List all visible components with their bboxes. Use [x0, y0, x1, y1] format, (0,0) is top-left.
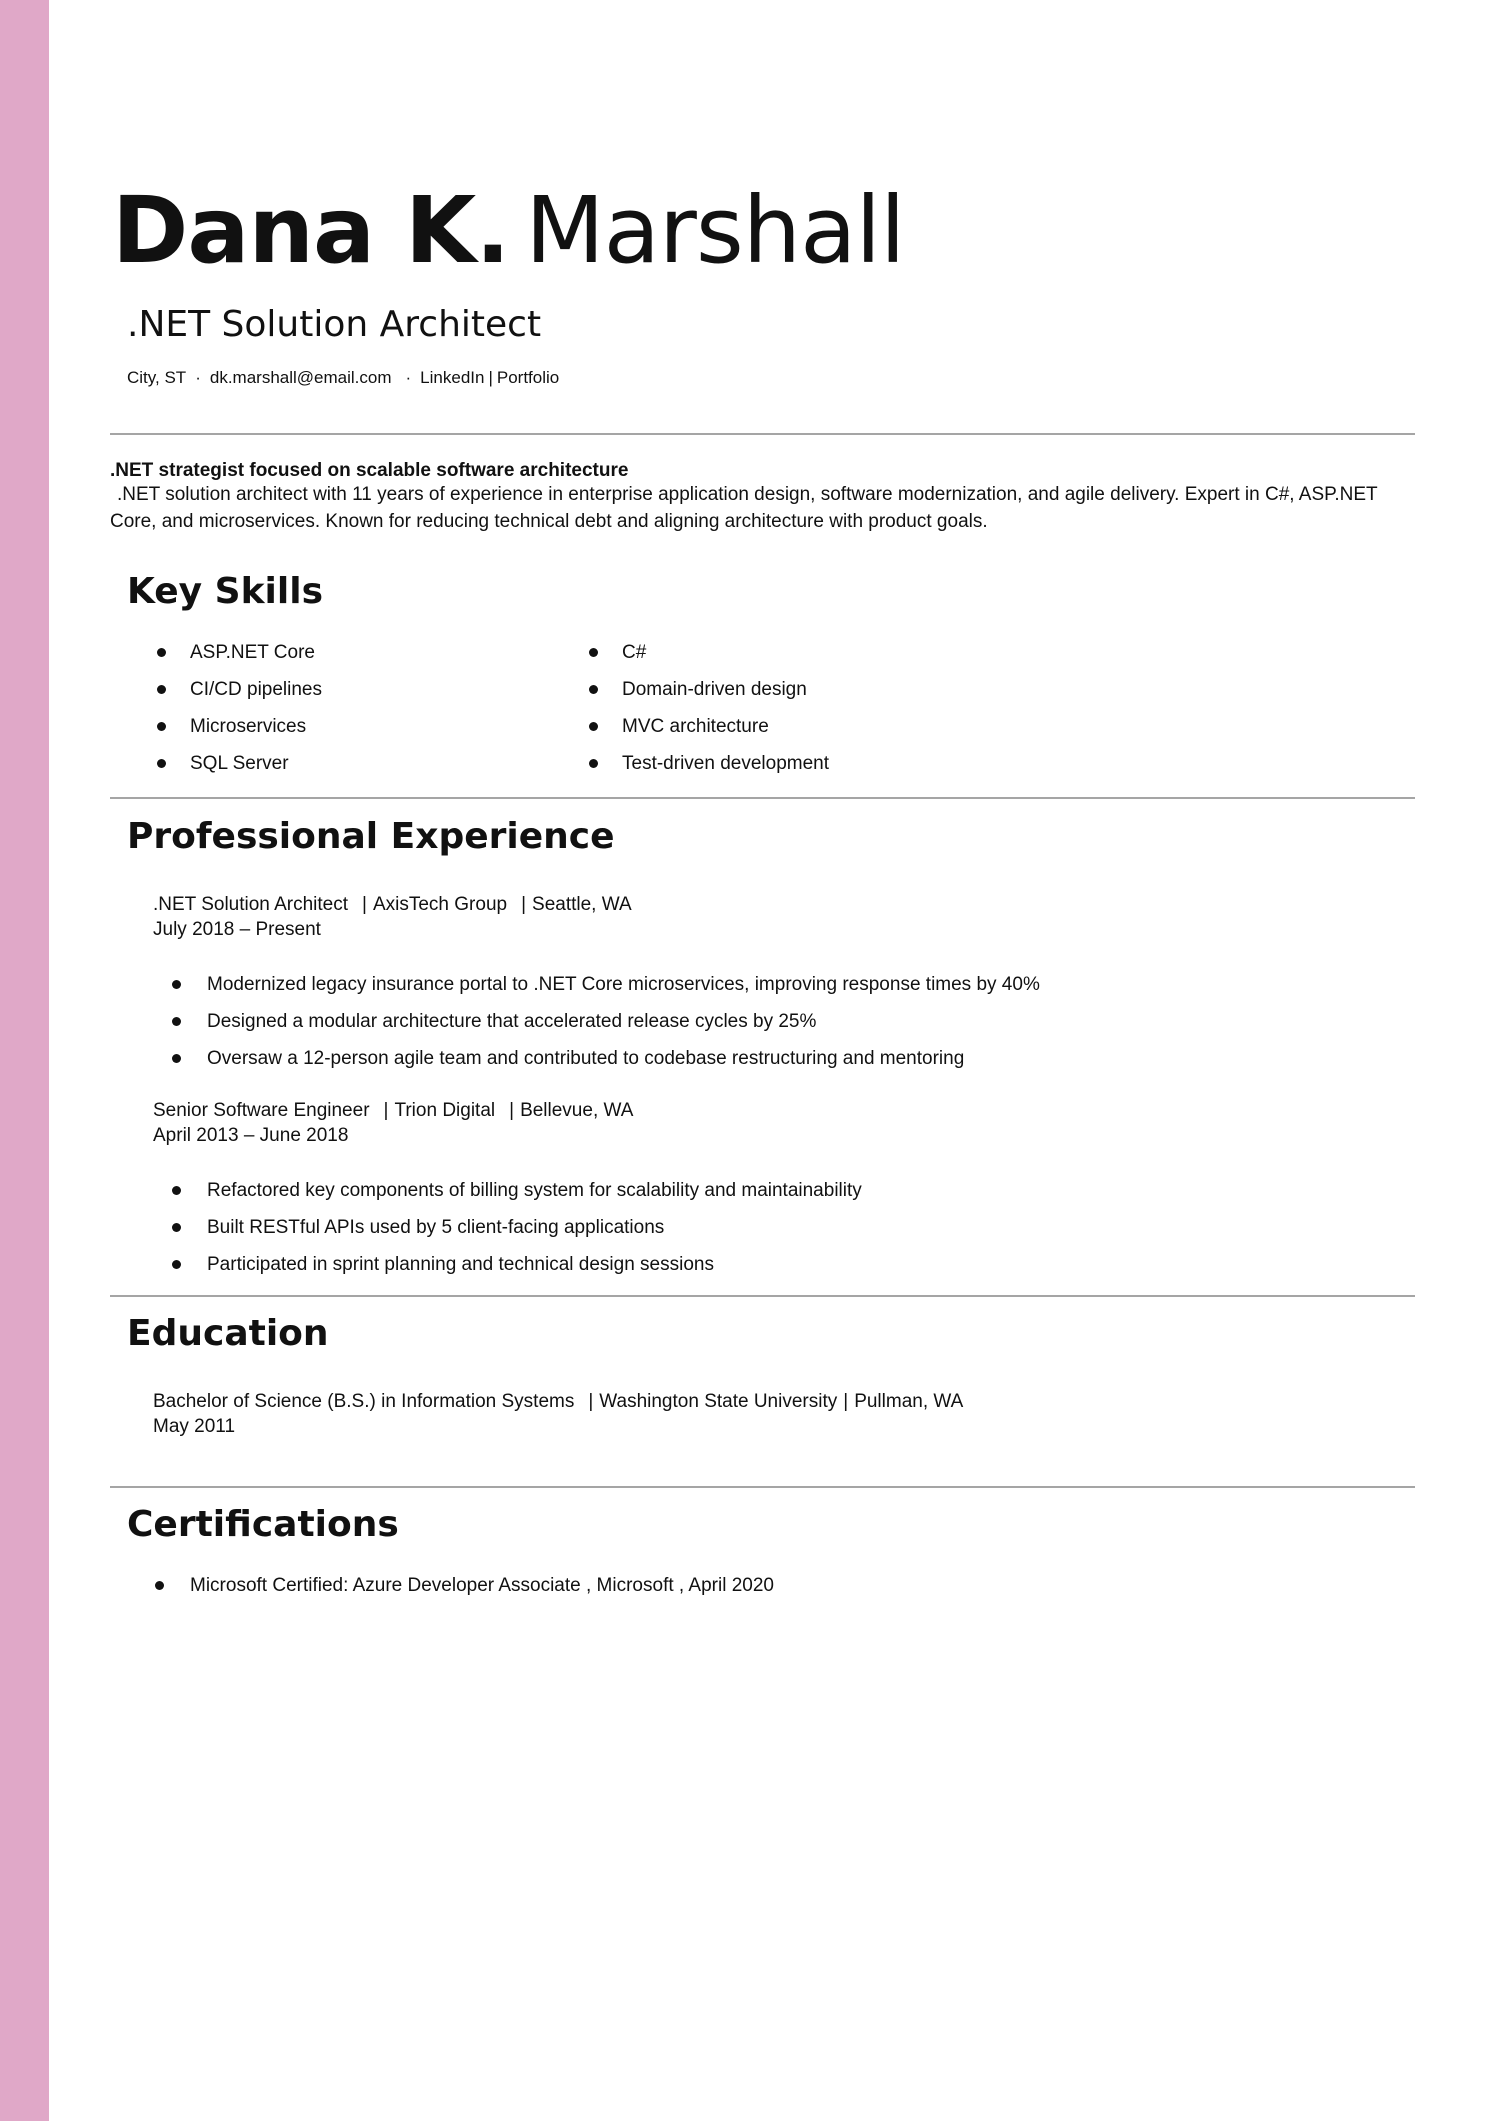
- job-bullets: [207, 1178, 1357, 1289]
- job-role: Senior Software Engineer: [153, 1100, 370, 1121]
- divider: [110, 1295, 1415, 1297]
- decorative-side-bar: [0, 0, 49, 2121]
- section-title-certifications: Certifications: [127, 1504, 399, 1545]
- skills-list-right: [622, 640, 1042, 788]
- list-item: Refactored key components of billing system for scalability and maintainability: [207, 1178, 1357, 1215]
- contact-separator: |: [488, 368, 493, 387]
- list-item: Built RESTful APIs used by 5 client-facing applications: [207, 1215, 1357, 1252]
- bullet-icon: [172, 1017, 181, 1026]
- skill-item: Microservices: [190, 714, 610, 751]
- skill-item: SQL Server: [190, 751, 610, 788]
- contact-line: [127, 366, 559, 390]
- bullet-icon: [157, 722, 166, 731]
- bullet-icon: [157, 648, 166, 657]
- job-location: Seattle, WA: [532, 894, 632, 915]
- last-name: Marshall: [525, 177, 905, 284]
- bullet-icon: [157, 759, 166, 768]
- bullet-icon: [172, 1054, 181, 1063]
- job-header: Senior Software Engineer | Trion Digital | Bellevue, WA April 2013 – June 2018: [153, 1100, 634, 1146]
- bullet-icon: [589, 722, 598, 731]
- contact-email-link[interactable]: dk.marshall@email.com: [209, 368, 392, 387]
- skill-item: C#: [622, 640, 1042, 677]
- job-company: Trion Digital: [394, 1100, 496, 1121]
- job-dates: July 2018 – Present: [153, 919, 321, 940]
- section-title-key-skills: Key Skills: [127, 571, 323, 612]
- degree: Bachelor of Science (B.S.) in Information Systems: [153, 1391, 575, 1412]
- education-date: May 2011: [153, 1416, 236, 1437]
- contact-dot: ·: [195, 368, 201, 387]
- section-title-education: Education: [127, 1313, 329, 1354]
- skill-item: CI/CD pipelines: [190, 677, 610, 714]
- job-role: .NET Solution Architect: [153, 894, 349, 915]
- education-entry: Bachelor of Science (B.S.) in Information Systems | Washington State University | Pullman, WA May 2011: [153, 1391, 964, 1437]
- job-location: Bellevue, WA: [520, 1100, 634, 1121]
- skill-item: Domain-driven design: [622, 677, 1042, 714]
- contact-location: City, ST: [127, 368, 187, 387]
- candidate-name: [112, 166, 905, 296]
- bullet-icon: [589, 685, 598, 694]
- bullet-icon: [172, 1260, 181, 1269]
- job-bullets: [207, 972, 1357, 1083]
- skills-list-left: [190, 640, 610, 788]
- section-title-experience: Professional Experience: [127, 816, 615, 857]
- job-company: AxisTech Group: [372, 894, 508, 915]
- list-item: Designed a modular architecture that accelerated release cycles by 25%: [207, 1009, 1357, 1046]
- divider: [110, 797, 1415, 799]
- list-item: Oversaw a 12-person agile team and contributed to codebase restructuring and mentoring: [207, 1046, 1357, 1083]
- job-header: .NET Solution Architect | AxisTech Group | Seattle, WA July 2018 – Present: [153, 894, 632, 940]
- first-name: Dana K.: [112, 177, 510, 284]
- skill-item: Test-driven development: [622, 751, 1042, 788]
- bullet-icon: [589, 759, 598, 768]
- skill-item: ASP.NET Core: [190, 640, 610, 677]
- skill-item: MVC architecture: [622, 714, 1042, 751]
- bullet-icon: [172, 1186, 181, 1195]
- job-dates: April 2013 – June 2018: [153, 1125, 349, 1146]
- summary-text: .NET solution architect with 11 years of experience in enterprise application design, software modernization, and agile delivery. Expert in C#, ASP.NET Core, and microservices. Known for reducing technical debt and aligning architecture with product goals.: [110, 484, 1378, 532]
- portfolio-link[interactable]: Portfolio: [496, 368, 560, 387]
- list-item: Modernized legacy insurance portal to .NET Core microservices, improving response times by 40%: [207, 972, 1357, 1009]
- school-location: Pullman, WA: [854, 1391, 964, 1412]
- list-item: Microsoft Certified: Azure Developer Associate , Microsoft , April 2020: [190, 1573, 774, 1610]
- bullet-icon: [172, 980, 181, 989]
- bullet-icon: [172, 1223, 181, 1232]
- divider: [110, 433, 1415, 435]
- bullet-icon: [155, 1581, 164, 1590]
- linkedin-link[interactable]: LinkedIn: [420, 368, 485, 387]
- summary-title: .NET strategist focused on scalable software architecture: [110, 460, 629, 481]
- bullet-icon: [157, 685, 166, 694]
- divider: [110, 1486, 1415, 1488]
- school: Washington State University: [599, 1391, 838, 1412]
- list-item: Participated in sprint planning and technical design sessions: [207, 1252, 1357, 1289]
- job-title-headline: .NET Solution Architect: [127, 304, 542, 345]
- certifications-list: [190, 1573, 774, 1610]
- bullet-icon: [589, 648, 598, 657]
- contact-dot: ·: [405, 368, 412, 387]
